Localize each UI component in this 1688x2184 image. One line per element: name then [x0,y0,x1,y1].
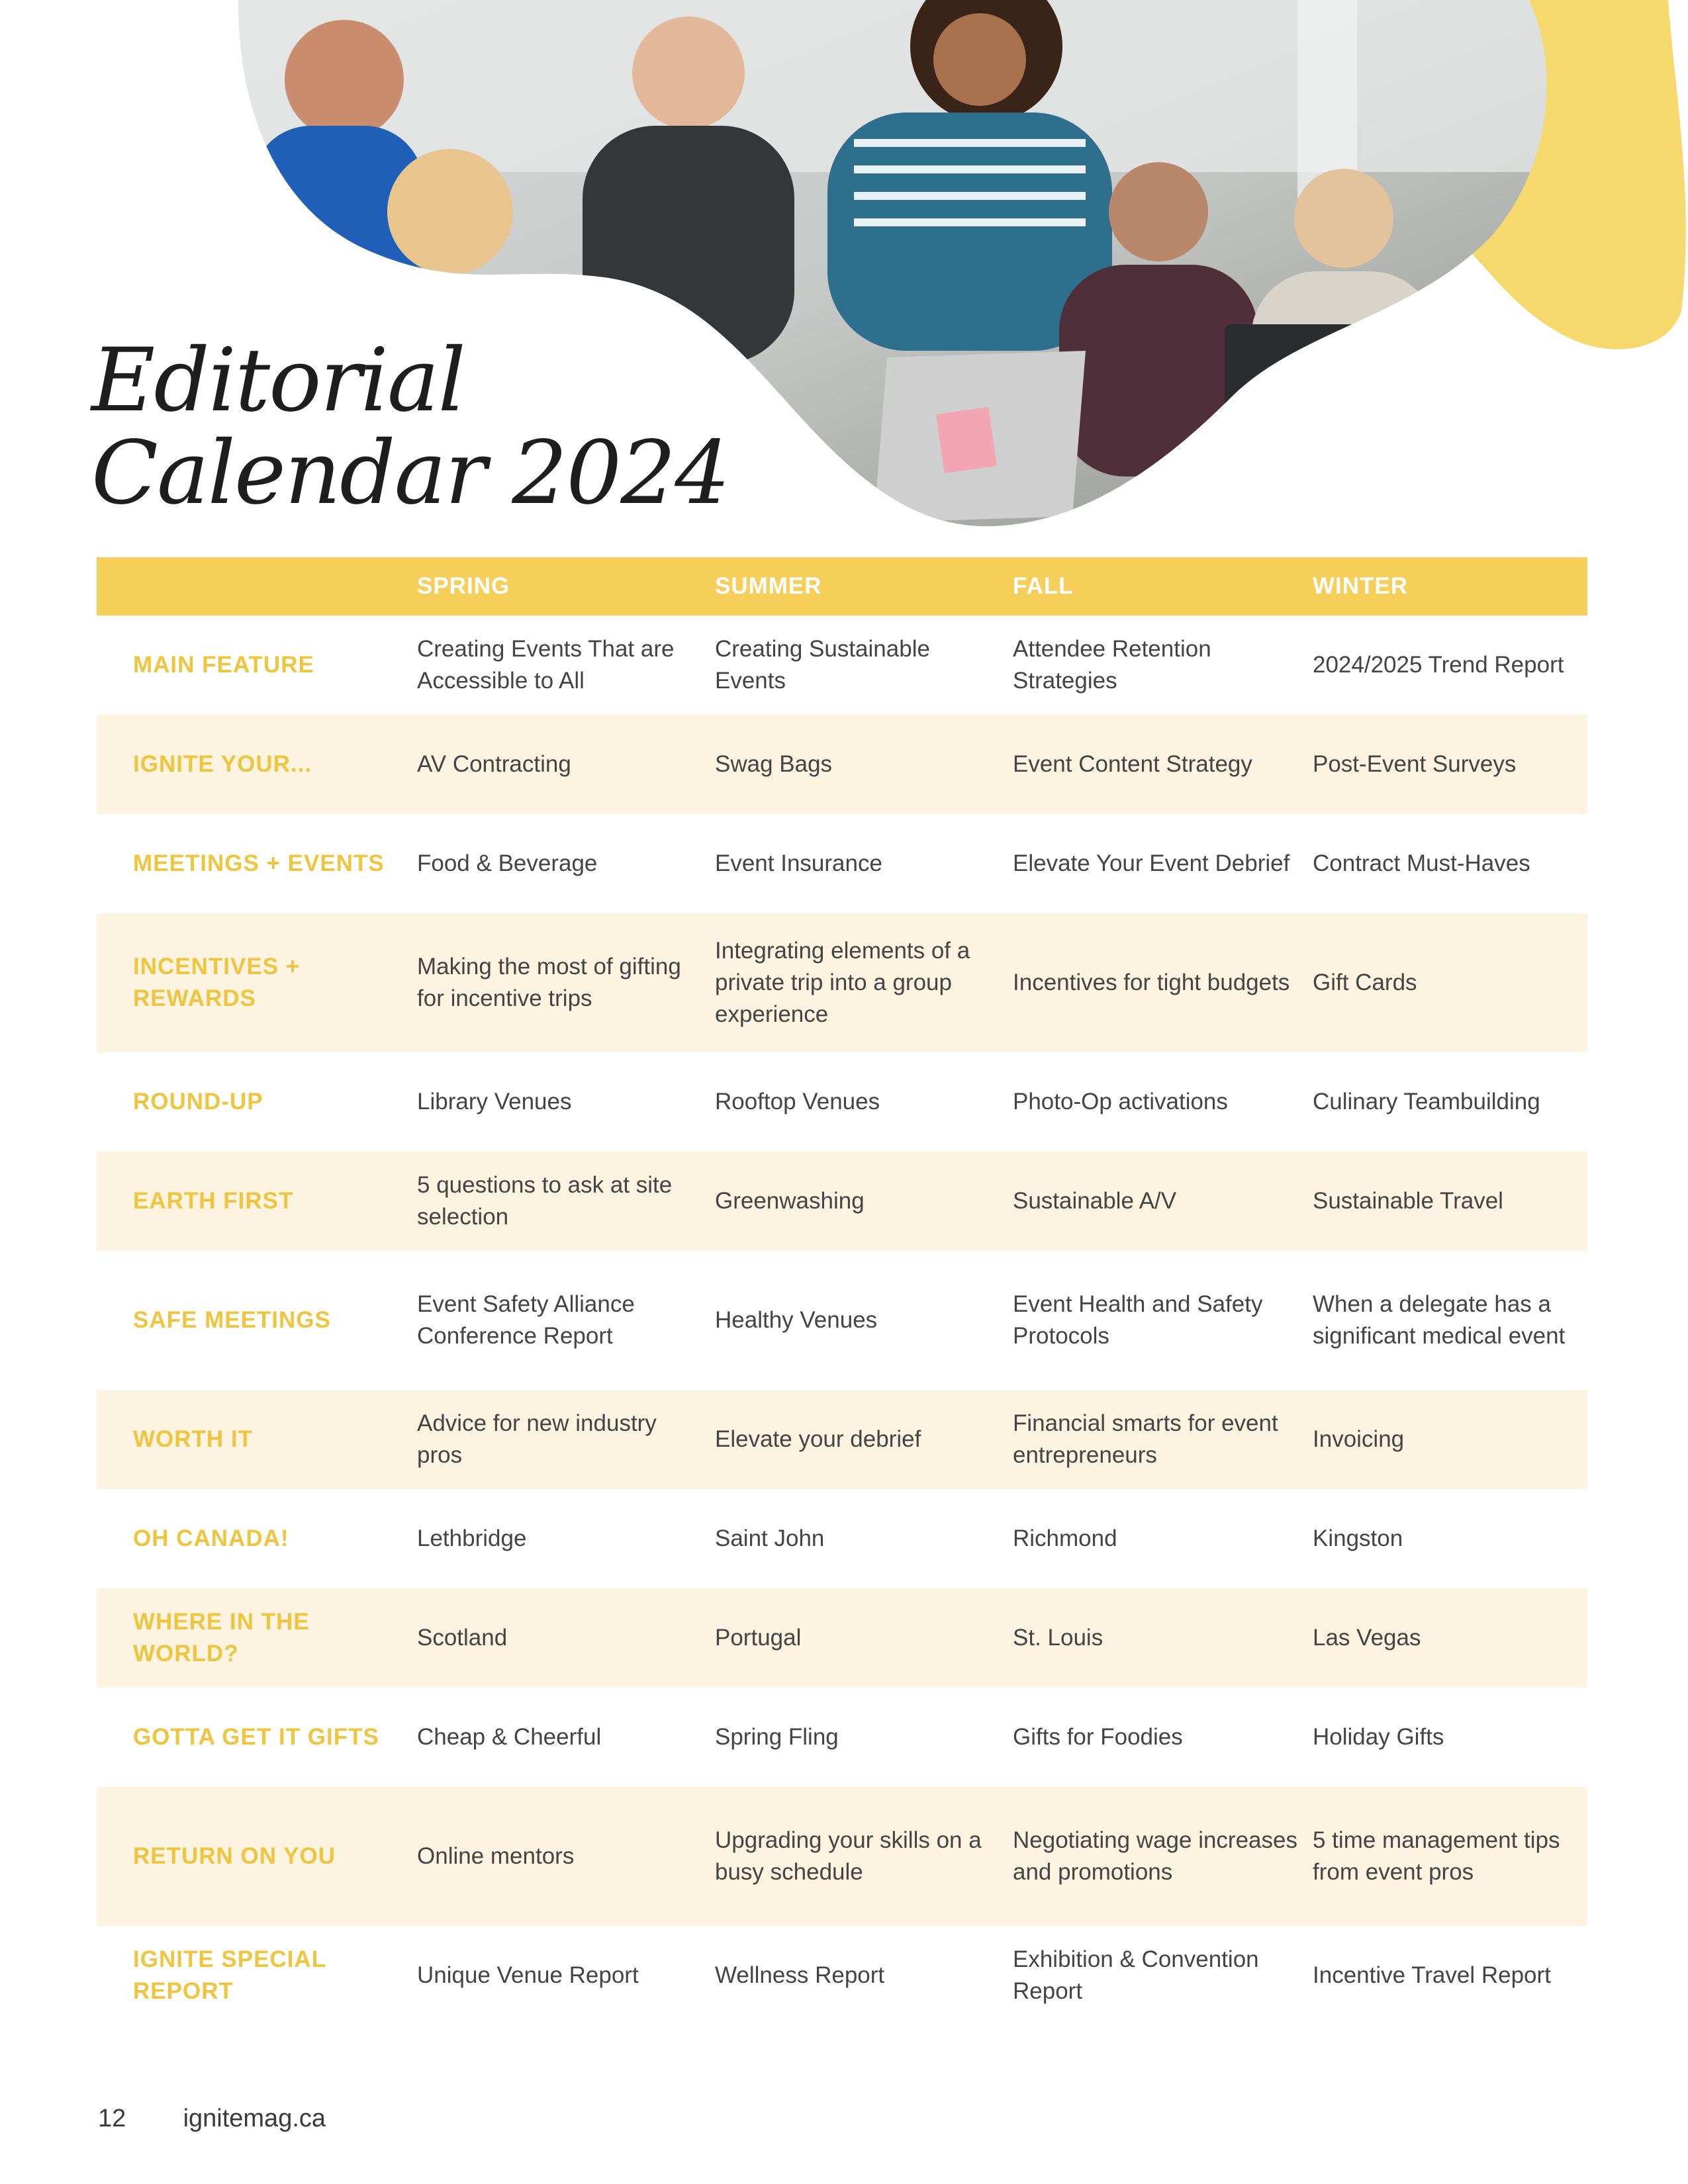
table-cell: Richmond [1013,1525,1117,1551]
table-cell: Invoicing [1313,1426,1405,1452]
table-cell: Library Venues [417,1089,572,1115]
table-cell: Saint John [715,1525,825,1551]
table-cell: 2024/2025 Trend Report [1313,652,1564,678]
row-label: IGNITE SPECIAL REPORT [133,1946,326,2004]
title-line-1: Editorial [91,330,465,432]
site-link[interactable]: ignitemag.ca [183,2105,326,2132]
table-cell: Rooftop Venues [715,1089,880,1115]
table-cell: Event Health and Safety Protocols [1013,1291,1263,1349]
table-cell: Unique Venue Report [417,1962,639,1988]
table-cell: Event Content Strategy [1013,751,1252,777]
table-cell: Upgrading your skills on a busy schedule [715,1827,982,1885]
row-label: OH CANADA! [133,1525,289,1551]
table-cell: Attendee Retention Strategies [1013,636,1211,694]
header-blank [97,557,417,615]
table-row [97,1926,1587,2025]
table-cell: Spring Fling [715,1724,839,1750]
table-cell: Healthy Venues [715,1307,878,1333]
table-cell: Integrating elements of a private trip into a group experience [715,938,970,1027]
table-cell: Incentives for tight budgets [1013,970,1290,995]
table-cell: Creating Sustainable Events [715,636,930,694]
table-cell: Event Safety Alliance Conference Report [417,1291,635,1349]
table-row [97,1152,1587,1251]
table-cell: Incentive Travel Report [1313,1962,1551,1988]
table-cell: Advice for new industry pros [417,1410,657,1468]
table-cell: Portugal [715,1625,802,1651]
table-row [97,1390,1587,1489]
row-label: RETURN ON YOU [133,1843,336,1869]
table-cell: Cheap & Cheerful [417,1724,602,1750]
table-cell: Sustainable Travel [1313,1188,1503,1214]
table-cell: Elevate Your Event Debrief [1013,850,1290,876]
table-row [97,1588,1587,1688]
table-cell: Swag Bags [715,751,833,777]
table-cell: Creating Events That are Accessible to All [417,636,675,694]
header-winter: WINTER [1313,573,1409,599]
table-row [97,1489,1587,1588]
row-label: GOTTA GET IT GIFTS [133,1724,379,1750]
row-label: IGNITE YOUR... [133,751,312,777]
page-title [91,330,729,524]
row-label: MAIN FEATURE [133,652,314,678]
table-cell: Financial smarts for event entrepreneurs [1013,1410,1278,1468]
table-cell: When a delegate has a significant medical event [1313,1291,1566,1349]
table-row [97,715,1587,814]
table-cell: 5 time management tips from event pros [1313,1827,1560,1885]
table-cell: Photo-Op activations [1013,1089,1228,1115]
table-row [97,1688,1587,1787]
table-row [97,814,1587,913]
table-cell: Greenwashing [715,1188,865,1214]
table-cell: Lethbridge [417,1525,527,1551]
table-cell: Sustainable A/V [1013,1188,1177,1214]
table-cell: Post-Event Surveys [1313,751,1517,777]
row-label: SAFE MEETINGS [133,1307,331,1333]
table-cell: 5 questions to ask at site selection [417,1172,673,1230]
table-row [97,1787,1587,1926]
table-cell: Online mentors [417,1843,575,1869]
table-cell: Culinary Teambuilding [1313,1089,1540,1115]
table-cell: Negotiating wage increases and promotions [1013,1827,1297,1885]
page-footer [98,2105,326,2133]
table-row [97,615,1587,715]
table-cell: Exhibition & Convention Report [1013,1946,1259,2004]
table-cell: Kingston [1313,1525,1403,1551]
table-cell: Wellness Report [715,1962,885,1988]
header-summer: SUMMER [715,573,822,599]
table-row [97,1251,1587,1390]
row-label: WORTH IT [133,1426,254,1452]
table-cell: Food & Beverage [417,850,598,876]
title-line-2: Calendar 2024 [91,422,729,524]
row-label: ROUND-UP [133,1089,263,1115]
table-row [97,1052,1587,1152]
table-cell: Las Vegas [1313,1625,1421,1651]
table-cell: Gift Cards [1313,970,1417,995]
table-cell: Contract Must-Haves [1313,850,1530,876]
header-row [97,557,1587,615]
row-label: INCENTIVES + REWARDS [133,954,301,1011]
row-label: MEETINGS + EVENTS [133,850,385,876]
header-spring: SPRING [417,573,510,599]
row-label: EARTH FIRST [133,1188,294,1214]
table-cell: St. Louis [1013,1625,1103,1651]
table-cell: Gifts for Foodies [1013,1724,1183,1750]
editorial-calendar-table [97,557,1587,2025]
header-fall: FALL [1013,573,1074,599]
table-cell: Making the most of gifting for incentive trips [417,954,681,1011]
table-cell: AV Contracting [417,751,571,777]
table-cell: Event Insurance [715,850,882,876]
table-cell: Holiday Gifts [1313,1724,1444,1750]
table-row [97,913,1587,1052]
row-label: WHERE IN THE WORLD? [133,1609,310,1666]
table-cell: Scotland [417,1625,508,1651]
table-cell: Elevate your debrief [715,1426,921,1452]
page-number: 12 [98,2105,126,2132]
